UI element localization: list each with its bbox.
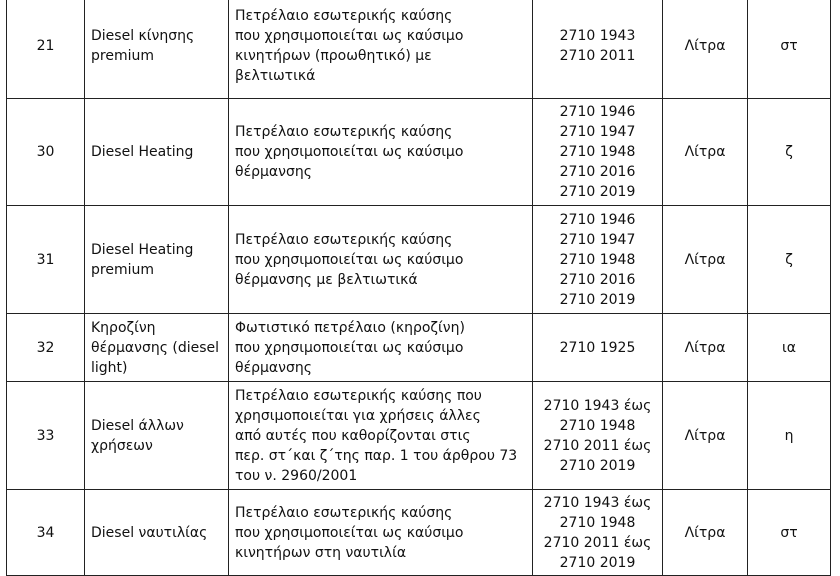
row-number: 34 — [7, 490, 85, 576]
description-line: θέρμανσης — [235, 164, 312, 180]
row-number: 32 — [7, 314, 85, 382]
description-line: Φωτιστικό πετρέλαιο (κηροζίνη) — [235, 319, 465, 336]
product-description — [229, 99, 533, 206]
tariff-codes — [533, 490, 663, 576]
code-line: 2710 1948 — [559, 251, 636, 268]
code-line: 2710 2019 — [559, 184, 636, 200]
description-line: Πετρέλαιο εσωτερικής καύσης — [235, 231, 453, 248]
product-name — [85, 314, 229, 382]
code-line: 2710 1943 έως — [543, 397, 652, 414]
description-line: θέρμανσης με βελτιωτικά — [235, 271, 418, 288]
product-description — [229, 382, 533, 490]
reference: στ — [748, 0, 831, 99]
product-line: χρήσεων — [91, 437, 153, 454]
reference: ζ — [748, 206, 831, 314]
product-line: Diesel άλλων — [91, 417, 184, 434]
product-name — [85, 206, 229, 314]
reference: στ — [748, 490, 831, 576]
description-line: κινητήρων στη ναυτιλία — [235, 544, 407, 561]
description-line: κινητήρων (προωθητικό) με — [235, 47, 432, 64]
description-line: Πετρέλαιο εσωτερικής καύσης — [235, 7, 453, 24]
description-line: που χρησιμοποιείται ως καύσιμο — [235, 144, 464, 160]
code-line: 2710 1948 — [559, 514, 636, 531]
reference: ια — [748, 314, 831, 382]
tariff-codes — [533, 99, 663, 206]
reference: η — [748, 382, 831, 490]
description-line: που χρησιμοποιείται ως καύσιμο — [235, 27, 464, 44]
row-number: 31 — [7, 206, 85, 314]
product-line: premium — [91, 261, 154, 278]
code-line: 2710 1948 — [559, 144, 636, 160]
code-line: 2710 1947 — [559, 231, 636, 248]
product-name — [85, 490, 229, 576]
table-row — [7, 314, 831, 382]
code-line: 2710 1946 — [559, 104, 636, 120]
description-line: χρησιμοποιείται για χρήσεις άλλες — [235, 407, 481, 424]
description-line: του ν. 2960/2001 — [235, 467, 358, 484]
code-line: 2710 2011 — [559, 47, 636, 64]
unit: Λίτρα — [663, 0, 748, 99]
description-line: που χρησιμοποιείται ως καύσιμο — [235, 251, 464, 268]
product-description — [229, 490, 533, 576]
product-description — [229, 314, 533, 382]
fuel-products-table — [6, 0, 831, 576]
product-line: Diesel Heating — [91, 144, 194, 160]
unit: Λίτρα — [663, 314, 748, 382]
description-line: περ. στ΄και ζ΄της παρ. 1 του άρθρου 73 — [235, 447, 518, 464]
row-number: 33 — [7, 382, 85, 490]
description-line: βελτιωτικά — [235, 67, 316, 84]
tariff-codes — [533, 206, 663, 314]
code-line: 2710 2011 έως — [543, 534, 652, 551]
product-line: θέρμανσης (diesel — [91, 339, 220, 356]
product-line: Κηροζίνη — [91, 319, 156, 336]
unit: Λίτρα — [663, 206, 748, 314]
code-line: 2710 1948 — [559, 417, 636, 434]
unit: Λίτρα — [663, 382, 748, 490]
product-description — [229, 0, 533, 99]
table-row — [7, 99, 831, 206]
product-line: premium — [91, 47, 154, 64]
product-line: Diesel ναυτιλίας — [91, 524, 208, 541]
code-line: 2710 2011 έως — [543, 437, 652, 454]
description-line: θέρμανσης — [235, 359, 312, 376]
description-line: Πετρέλαιο εσωτερικής καύσης — [235, 124, 453, 140]
product-line: Diesel Heating — [91, 241, 194, 258]
code-line: 2710 2019 — [559, 457, 636, 474]
table-row — [7, 490, 831, 576]
tariff-codes — [533, 382, 663, 490]
product-description — [229, 206, 533, 314]
description-line: από αυτές που καθορίζονται στις — [235, 427, 471, 444]
code-line: 2710 1925 — [559, 339, 636, 356]
description-line: που χρησιμοποιείται ως καύσιμο — [235, 339, 464, 356]
description-line: Πετρέλαιο εσωτερικής καύσης που — [235, 387, 482, 404]
row-number: 30 — [7, 99, 85, 206]
row-number: 21 — [7, 0, 85, 99]
product-line: light) — [91, 359, 128, 376]
code-line: 2710 2016 — [559, 271, 636, 288]
code-line: 2710 2016 — [559, 164, 636, 180]
tariff-codes — [533, 0, 663, 99]
description-line: Πετρέλαιο εσωτερικής καύσης — [235, 504, 453, 521]
code-line: 2710 2019 — [559, 291, 636, 308]
product-line: Diesel κίνησης — [91, 27, 195, 44]
tariff-codes — [533, 314, 663, 382]
code-line: 2710 1947 — [559, 124, 636, 140]
unit: Λίτρα — [663, 99, 748, 206]
unit: Λίτρα — [663, 490, 748, 576]
table-row — [7, 382, 831, 490]
table-row — [7, 206, 831, 314]
code-line: 2710 1943 — [559, 27, 636, 44]
product-name — [85, 382, 229, 490]
product-name — [85, 99, 229, 206]
reference: ζ — [748, 99, 831, 206]
code-line: 2710 1946 — [559, 211, 636, 228]
code-line: 2710 2019 — [559, 554, 636, 571]
code-line: 2710 1943 έως — [543, 494, 652, 511]
table-row — [7, 0, 831, 99]
product-name — [85, 0, 229, 99]
description-line: που χρησιμοποιείται ως καύσιμο — [235, 524, 464, 541]
